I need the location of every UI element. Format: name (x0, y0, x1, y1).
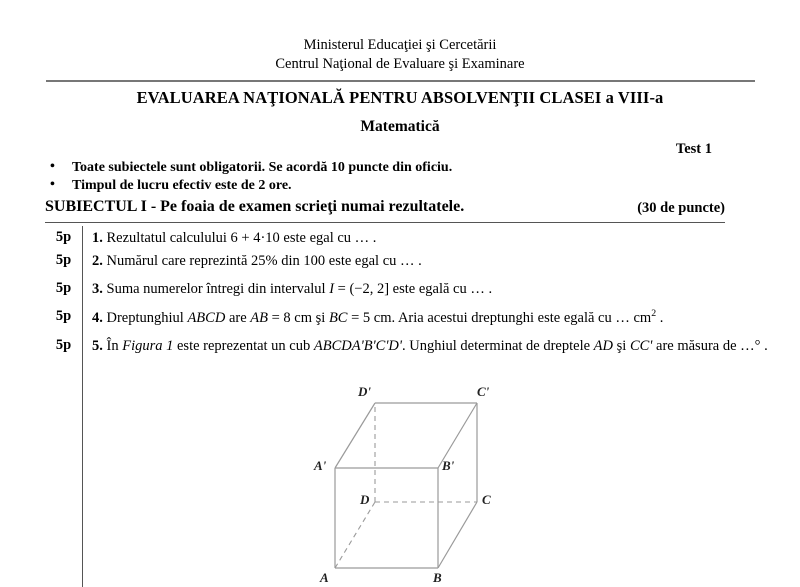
question-text (92, 277, 790, 300)
ministry-header (0, 0, 800, 75)
conjunction: şi (616, 337, 627, 354)
question-body: În (106, 337, 119, 354)
side-ab-value: = 8 cm (271, 309, 313, 326)
question-number: 5. (92, 337, 103, 354)
cube-name: ABCDA'B'C'D' (313, 337, 402, 354)
question-text (92, 226, 790, 249)
ministry-line-2: Centrul Naţional de Evaluare şi Examinare (275, 56, 525, 73)
question-body: Suma numerelor întregi din intervalul (106, 281, 326, 298)
instructions-list (44, 159, 664, 195)
vertex-label-A: A (320, 570, 329, 585)
question-have: are (228, 309, 247, 326)
question-body-end: are măsura de …° . (656, 337, 768, 354)
question-body-after: este egal cu (328, 253, 397, 270)
row-separator (82, 305, 83, 329)
question-points: 5p (55, 280, 72, 297)
question-body-mid: din (281, 253, 300, 270)
question-ellipsis: … . (354, 230, 377, 246)
table-row (45, 334, 790, 357)
question-body: Dreptunghiul (106, 309, 184, 326)
rectangle-name: ABCD (187, 309, 226, 326)
question-points: 5p (55, 336, 72, 353)
side-ab-label: AB (250, 309, 268, 326)
question-body-after: . Aria acestui dreptunghi este egală cu … cm (391, 309, 652, 326)
question-body: Rezultatul calculului (106, 230, 227, 246)
vertex-label-C: C (482, 492, 491, 507)
side-bc-value: = 5 cm (351, 309, 392, 326)
question-points: 5p (55, 308, 72, 325)
question-math-percent: 25% (251, 253, 278, 270)
subject-title: Matematică (360, 118, 440, 135)
vertex-label-B: B (433, 570, 442, 585)
section-points: (30 de puncte) (637, 200, 725, 216)
question-math-interval (329, 281, 389, 297)
question-text (92, 305, 790, 329)
table-row (45, 305, 790, 329)
table-row (45, 226, 790, 249)
question-text (92, 249, 790, 272)
question-body: Numărul care reprezintă (106, 253, 248, 270)
question-math-value: 100 (303, 253, 326, 270)
table-row (45, 277, 790, 300)
row-separator (82, 249, 83, 272)
line-ad: AD (593, 337, 614, 354)
question-ellipsis: … . (400, 253, 422, 270)
row-separator (82, 334, 83, 357)
vertex-label-A-prime: A' (314, 458, 327, 473)
question-body-mid: este reprezentat un cub (177, 337, 311, 354)
question-text (92, 334, 790, 357)
side-bc (329, 310, 392, 326)
conjunction: şi (315, 309, 326, 326)
vertex-label-D: D (360, 492, 370, 507)
ministry-line-1: Ministerul Educaţiei şi Cercetării (303, 37, 497, 53)
question-number: 4. (92, 309, 103, 326)
section-heading: SUBIECTUL I - Pe foaia de examen scrieţi numai rezultatele. (45, 198, 465, 215)
question-number: 2. (92, 253, 103, 270)
question-number: 1. (92, 230, 103, 246)
vertex-label-D-prime: D' (358, 384, 371, 399)
table-row (45, 249, 790, 272)
question-body-after: . Unghiul determinat de dreptele (402, 337, 591, 354)
vertex-label-C-prime: C' (477, 384, 490, 399)
header-divider (46, 80, 755, 82)
questions-table (45, 226, 790, 357)
cube-drawing (300, 380, 580, 587)
page-title: EVALUAREA NAŢIONALĂ PENTRU ABSOLVENŢII CLASEI a VIII-a (136, 88, 664, 107)
question-body-mid: este egală cu (392, 281, 467, 298)
line-cc: CC' (629, 337, 653, 354)
side-ab (250, 310, 312, 326)
question-body-mid: este egal cu (283, 230, 352, 246)
question-math: 6 + 4·10 (230, 230, 280, 246)
cube-hidden-edges (335, 403, 477, 568)
interval-value: = (−2, 2] (337, 281, 390, 298)
question-points: 5p (55, 229, 72, 245)
instruction-item: • Timpul de lucru efectiv este de 2 ore. (44, 177, 664, 195)
question-number: 3. (92, 281, 103, 298)
interval-variable: I (329, 281, 335, 298)
figure-cube (300, 380, 580, 587)
row-separator (82, 277, 83, 300)
row-separator (82, 226, 83, 249)
area-exponent: 2 (651, 308, 657, 320)
section-divider (45, 222, 725, 223)
cube-solid-edges (335, 403, 477, 568)
test-number: Test 1 (675, 141, 712, 157)
question-ellipsis: … . (470, 281, 493, 298)
vertex-label-B-prime: B' (442, 458, 455, 473)
figure-reference: Figura 1 (122, 337, 174, 354)
question-period: . (659, 309, 664, 326)
question-points: 5p (55, 252, 72, 269)
side-bc-label: BC (328, 309, 348, 326)
instruction-item: • Toate subiectele sunt obligatorii. Se acordă 10 puncte din oficiu. (44, 159, 664, 177)
